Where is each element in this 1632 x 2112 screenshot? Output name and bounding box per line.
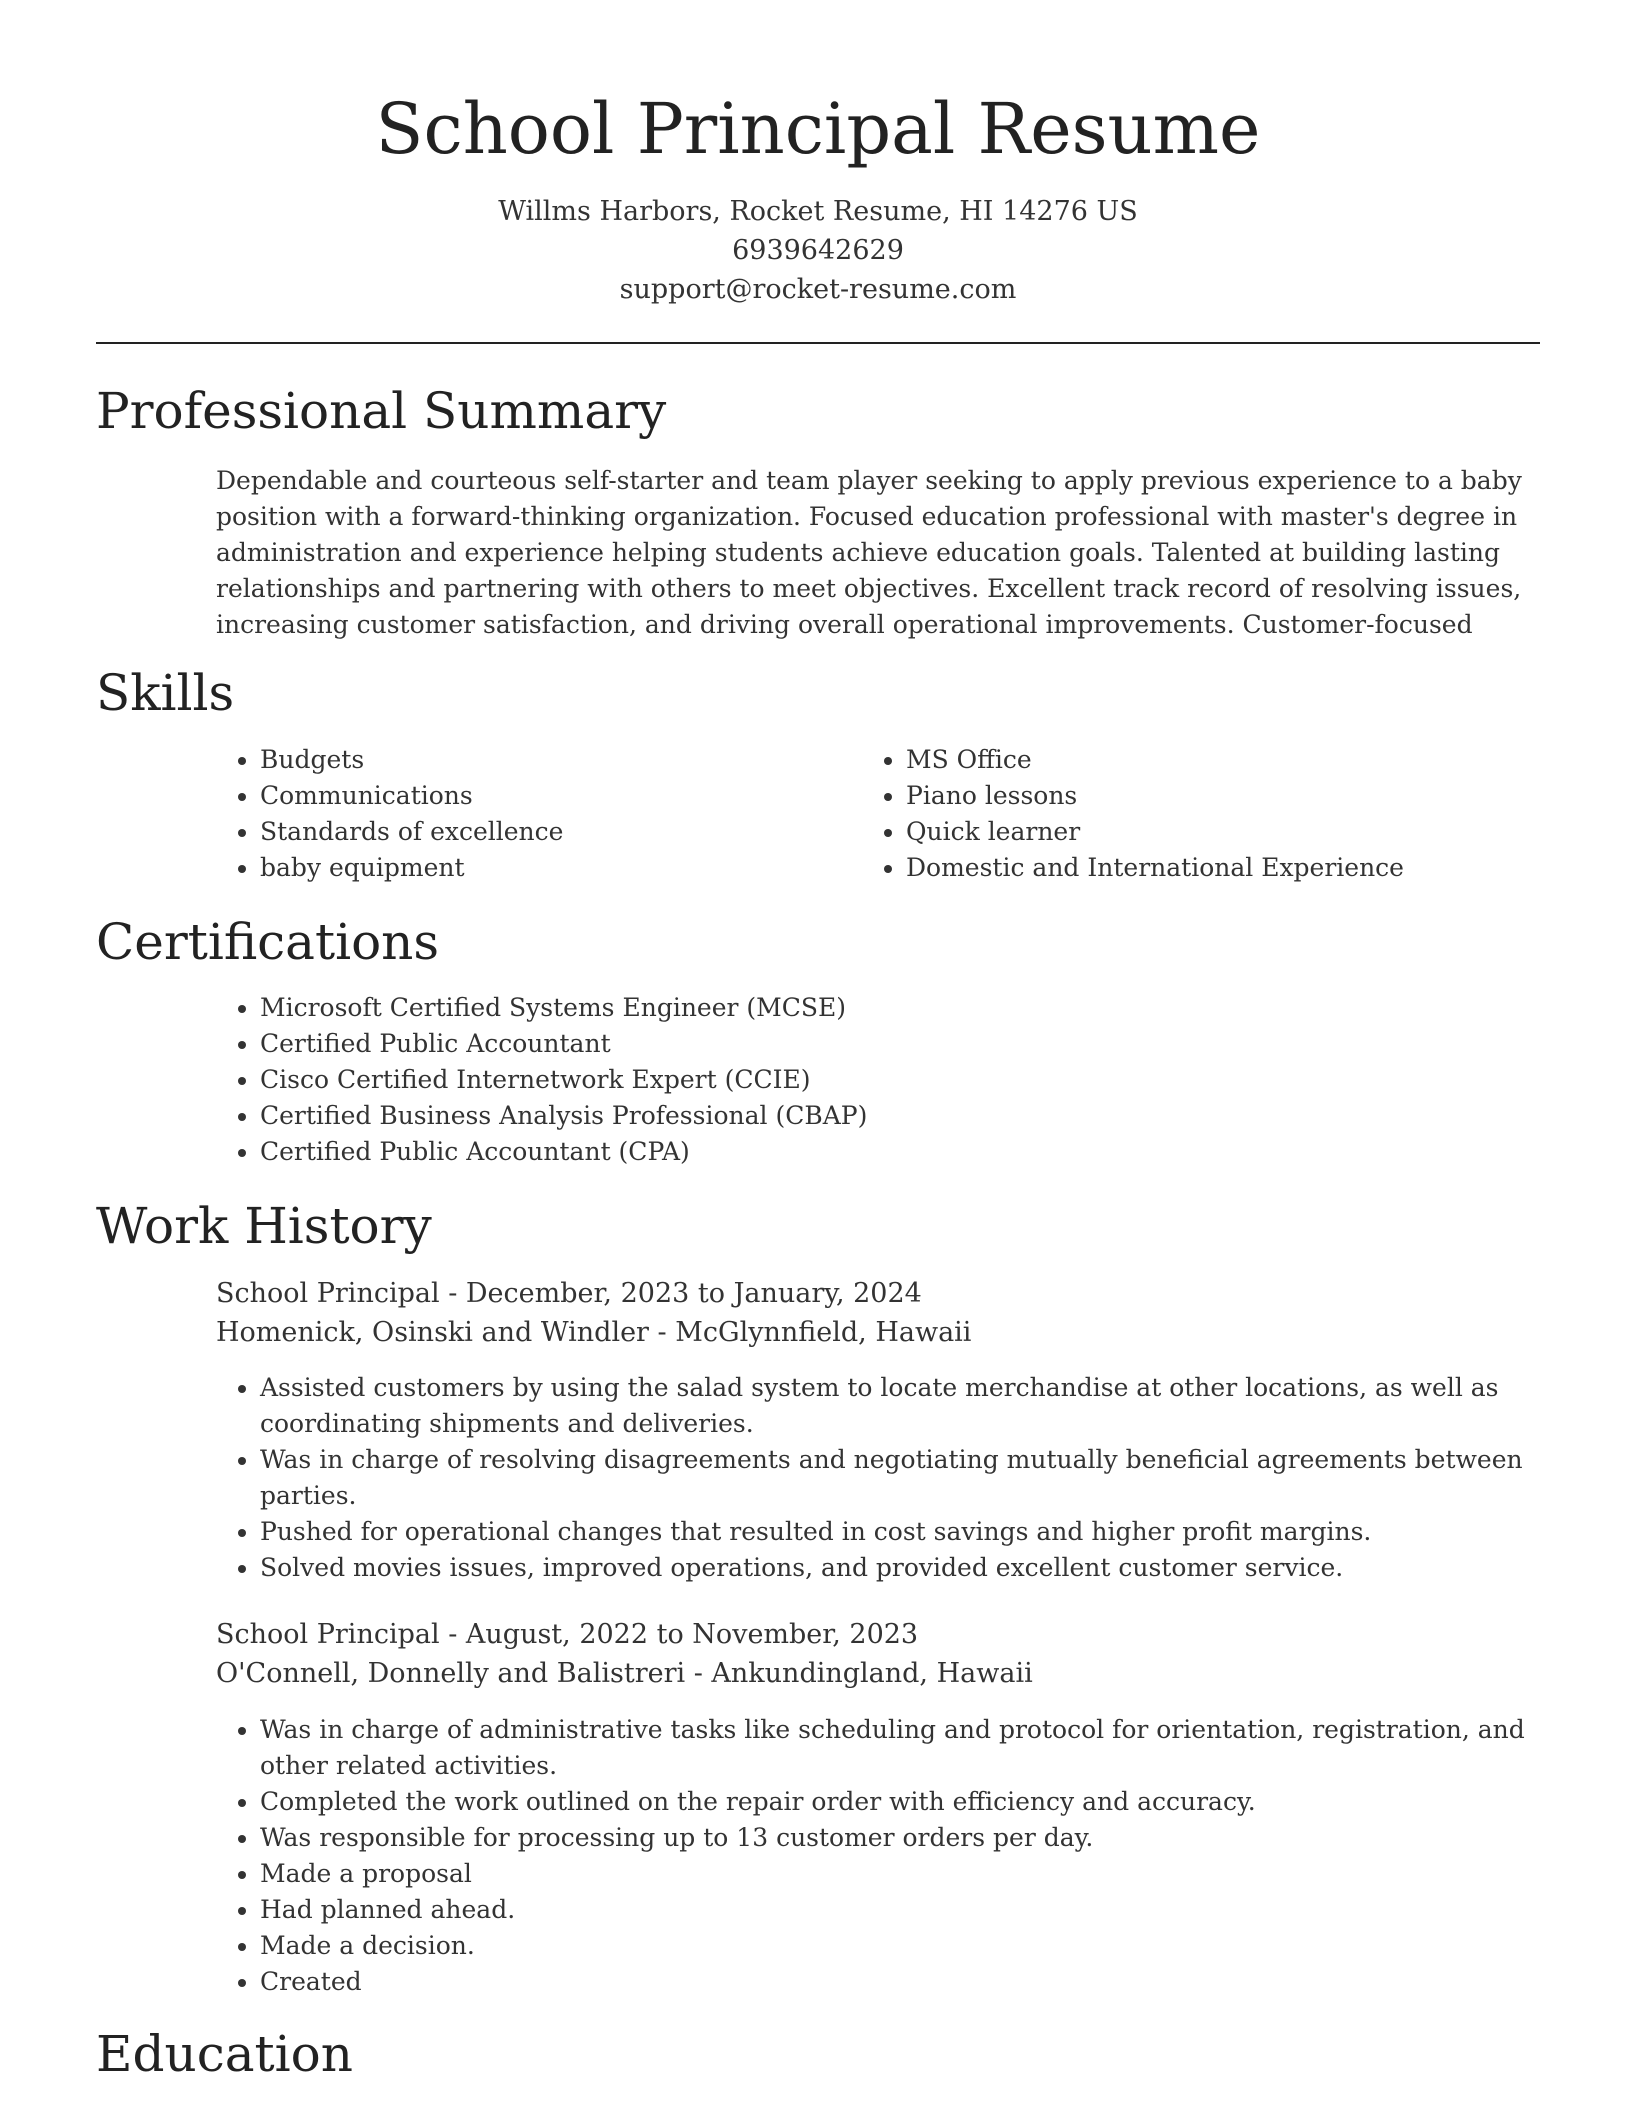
list-item: • Communications — [260, 778, 860, 814]
list-item: • Made a decision. — [260, 1928, 1590, 1964]
list-item: • Microsoft Certified Systems Engineer (MCSE) — [260, 990, 1560, 1026]
job-company-line: O'Connell, Donnelly and Balistreri - Ankundingland, Hawaii — [216, 1658, 1033, 1689]
list-item: • Assisted customers by using the salad system to locate merchandise at other locations, as well as coordinating shipments and deliveries. — [260, 1370, 1590, 1442]
contact-phone: 6939642629 — [732, 235, 904, 266]
list-item: • Solved movies issues, improved operations, and provided excellent customer service. — [260, 1550, 1590, 1586]
list-item: • Made a proposal — [260, 1856, 1590, 1892]
skills-heading: Skills — [96, 664, 235, 722]
list-item: • Was in charge of resolving disagreements and negotiating mutually beneficial agreements between parties. — [260, 1442, 1590, 1514]
list-item: • Was in charge of administrative tasks like scheduling and protocol for orientation, registration, and other related activities. — [260, 1712, 1590, 1784]
list-item: • Created — [260, 1964, 1590, 2000]
contact-address: Willms Harbors, Rocket Resume, HI 14276 US — [498, 196, 1138, 227]
list-item: • Domestic and International Experience — [906, 850, 1566, 886]
list-item: • Certified Business Analysis Professional (CBAP) — [260, 1098, 1560, 1134]
list-item: • Budgets — [260, 742, 860, 778]
contact-email: support@rocket-resume.com — [619, 274, 1017, 305]
skills-list-left — [216, 742, 860, 886]
certifications-list — [216, 990, 1560, 1170]
list-item: • Completed the work outlined on the repair order with efficiency and accuracy. — [260, 1784, 1590, 1820]
list-item: • MS Office — [906, 742, 1566, 778]
list-item: • Was responsible for processing up to 13 customer orders per day. — [260, 1820, 1590, 1856]
summary-heading: Professional Summary — [96, 382, 667, 440]
list-item: • Quick learner — [906, 814, 1566, 850]
job-bullets — [216, 1712, 1590, 2000]
job-bullets — [216, 1370, 1590, 1586]
list-item: • Piano lessons — [906, 778, 1566, 814]
certifications-heading: Certifications — [96, 913, 440, 971]
list-item: • Certified Public Accountant (CPA) — [260, 1134, 1560, 1170]
skills-list-right — [862, 742, 1566, 886]
work-history-heading: Work History — [96, 1197, 432, 1255]
resume-title: School Principal Resume — [375, 88, 1261, 170]
job-company-line: Homenick, Osinski and Windler - McGlynnfield, Hawaii — [216, 1317, 972, 1348]
list-item: • Had planned ahead. — [260, 1892, 1590, 1928]
job-title-line: School Principal - December, 2023 to January, 2024 — [216, 1278, 922, 1309]
list-item: • Pushed for operational changes that resulted in cost savings and higher profit margins. — [260, 1514, 1590, 1550]
summary-text: Dependable and courteous self-starter and team player seeking to apply previous experience to a baby position with a forward-thinking organization. Focused education professional with master's degree in administration and experience helping students achieve education goals. Talented at building lasting relationships and partnering with others to meet objectives. Excellent track record of resolving issues, increasing customer satisfaction, and driving overall operational improvements. Customer-focused — [216, 466, 1522, 639]
list-item: • Certified Public Accountant — [260, 1026, 1560, 1062]
list-item: • Standards of excellence — [260, 814, 860, 850]
contact-block — [96, 192, 1540, 309]
list-item: • Cisco Certified Internetwork Expert (CCIE) — [260, 1062, 1560, 1098]
list-item: • baby equipment — [260, 850, 860, 886]
job-title-line: School Principal - August, 2022 to November, 2023 — [216, 1619, 919, 1650]
header-divider — [96, 342, 1540, 344]
education-heading: Education — [96, 2025, 353, 2083]
